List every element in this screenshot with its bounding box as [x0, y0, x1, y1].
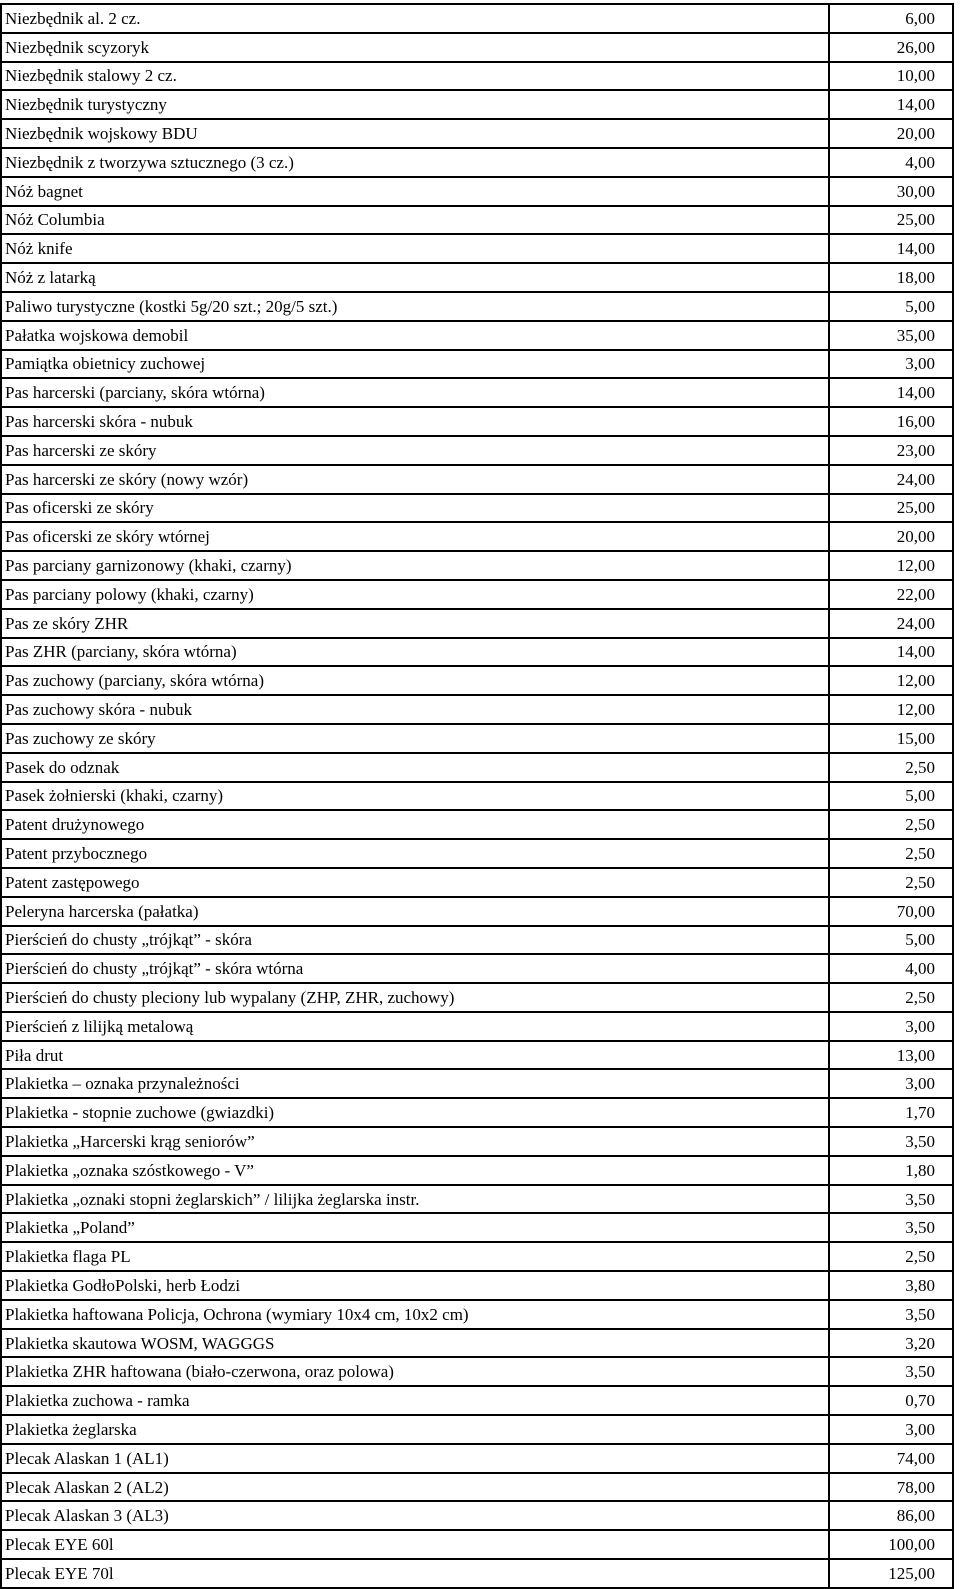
item-name: Pas parciany garnizonowy (khaki, czarny): [1, 551, 829, 580]
table-row: [1, 638, 953, 667]
item-name: Pas zuchowy ze skóry: [1, 724, 829, 753]
table-row: [1, 148, 953, 177]
item-price: 14,00: [829, 90, 953, 119]
table-row: [1, 1530, 953, 1559]
table-row: [1, 1271, 953, 1300]
table-row: [1, 1069, 953, 1098]
item-name: Pierścień do chusty „trójkąt” - skóra wtórna: [1, 954, 829, 983]
item-name: Plecak EYE 60l: [1, 1530, 829, 1559]
item-price: 6,00: [829, 4, 953, 33]
item-price: 30,00: [829, 177, 953, 206]
item-name: Plakietka „Harcerski krąg seniorów”: [1, 1127, 829, 1156]
item-price: 26,00: [829, 33, 953, 62]
price-list-body: [1, 4, 953, 1588]
item-price: 2,50: [829, 753, 953, 782]
table-row: [1, 119, 953, 148]
table-row: [1, 1098, 953, 1127]
item-name: Pierścień do chusty pleciony lub wypalany (ZHP, ZHR, zuchowy): [1, 983, 829, 1012]
item-price: 3,00: [829, 1415, 953, 1444]
table-row: [1, 378, 953, 407]
item-name: Piła drut: [1, 1041, 829, 1070]
item-price: 2,50: [829, 810, 953, 839]
table-row: [1, 1473, 953, 1502]
item-name: Plecak Alaskan 2 (AL2): [1, 1473, 829, 1502]
table-row: [1, 234, 953, 263]
table-row: [1, 1213, 953, 1242]
item-name: Patent zastępowego: [1, 868, 829, 897]
item-price: 14,00: [829, 638, 953, 667]
item-price: 1,70: [829, 1098, 953, 1127]
item-price: 5,00: [829, 782, 953, 811]
item-price: 20,00: [829, 522, 953, 551]
item-name: Niezbędnik al. 2 cz.: [1, 4, 829, 33]
item-price: 2,50: [829, 839, 953, 868]
table-row: [1, 1156, 953, 1185]
table-row: [1, 292, 953, 321]
item-price: 23,00: [829, 436, 953, 465]
table-row: [1, 580, 953, 609]
table-row: [1, 1300, 953, 1329]
item-price: 3,50: [829, 1300, 953, 1329]
table-row: [1, 1041, 953, 1070]
table-row: [1, 90, 953, 119]
item-price: 5,00: [829, 292, 953, 321]
table-row: [1, 1127, 953, 1156]
item-name: Plakietka „oznaki stopni żeglarskich” / lilijka żeglarska instr.: [1, 1185, 829, 1214]
table-row: [1, 1357, 953, 1386]
item-name: Plakietka „Poland”: [1, 1213, 829, 1242]
item-name: Pierścień z lilijką metalową: [1, 1012, 829, 1041]
table-row: [1, 609, 953, 638]
item-price: 14,00: [829, 234, 953, 263]
item-price: 3,50: [829, 1185, 953, 1214]
item-price: 0,70: [829, 1386, 953, 1415]
table-row: [1, 954, 953, 983]
item-name: Plakietka - stopnie zuchowe (gwiazdki): [1, 1098, 829, 1127]
item-name: Plakietka zuchowa - ramka: [1, 1386, 829, 1415]
item-name: Niezbędnik turystyczny: [1, 90, 829, 119]
item-price: 3,00: [829, 1069, 953, 1098]
table-row: [1, 782, 953, 811]
table-row: [1, 839, 953, 868]
item-name: Patent drużynowego: [1, 810, 829, 839]
table-row: [1, 1501, 953, 1530]
table-row: [1, 522, 953, 551]
item-price: 3,00: [829, 350, 953, 379]
item-price: 15,00: [829, 724, 953, 753]
item-name: Plakietka skautowa WOSM, WAGGGS: [1, 1329, 829, 1358]
table-row: [1, 983, 953, 1012]
item-price: 24,00: [829, 609, 953, 638]
item-name: Paliwo turystyczne (kostki 5g/20 szt.; 20g/5 szt.): [1, 292, 829, 321]
table-row: [1, 1242, 953, 1271]
item-name: Pas oficerski ze skóry: [1, 494, 829, 523]
item-name: Pasek żołnierski (khaki, czarny): [1, 782, 829, 811]
item-name: Plakietka „oznaka szóstkowego - V”: [1, 1156, 829, 1185]
item-price: 2,50: [829, 868, 953, 897]
table-row: [1, 1185, 953, 1214]
table-row: [1, 350, 953, 379]
table-row: [1, 724, 953, 753]
table-row: [1, 33, 953, 62]
item-price: 4,00: [829, 954, 953, 983]
table-row: [1, 206, 953, 235]
table-row: [1, 810, 953, 839]
item-name: Pas harcerski ze skóry: [1, 436, 829, 465]
table-row: [1, 1012, 953, 1041]
item-price: 3,00: [829, 1012, 953, 1041]
item-price: 125,00: [829, 1559, 953, 1588]
item-name: Niezbędnik stalowy 2 cz.: [1, 62, 829, 91]
item-name: Nóż z latarką: [1, 263, 829, 292]
item-name: Plakietka ZHR haftowana (biało-czerwona, oraz polowa): [1, 1357, 829, 1386]
item-price: 12,00: [829, 695, 953, 724]
item-name: Pas harcerski (parciany, skóra wtórna): [1, 378, 829, 407]
item-name: Patent przybocznego: [1, 839, 829, 868]
table-row: [1, 4, 953, 33]
item-price: 12,00: [829, 666, 953, 695]
table-row: [1, 695, 953, 724]
table-row: [1, 407, 953, 436]
item-price: 78,00: [829, 1473, 953, 1502]
table-row: [1, 897, 953, 926]
item-price: 20,00: [829, 119, 953, 148]
table-row: [1, 1559, 953, 1588]
item-name: Pas zuchowy skóra - nubuk: [1, 695, 829, 724]
item-price: 100,00: [829, 1530, 953, 1559]
item-name: Pas harcerski ze skóry (nowy wzór): [1, 465, 829, 494]
table-row: [1, 753, 953, 782]
item-price: 14,00: [829, 378, 953, 407]
item-price: 3,50: [829, 1213, 953, 1242]
table-row: [1, 321, 953, 350]
table-row: [1, 1444, 953, 1473]
item-price: 3,80: [829, 1271, 953, 1300]
table-row: [1, 926, 953, 955]
item-name: Pas harcerski skóra - nubuk: [1, 407, 829, 436]
item-price: 2,50: [829, 1242, 953, 1271]
item-price: 10,00: [829, 62, 953, 91]
item-name: Pas ze skóry ZHR: [1, 609, 829, 638]
item-price: 16,00: [829, 407, 953, 436]
table-row: [1, 436, 953, 465]
item-price: 3,50: [829, 1127, 953, 1156]
item-name: Pamiątka obietnicy zuchowej: [1, 350, 829, 379]
price-list-table: [0, 3, 954, 1589]
item-price: 3,20: [829, 1329, 953, 1358]
table-row: [1, 1329, 953, 1358]
item-price: 4,00: [829, 148, 953, 177]
table-row: [1, 666, 953, 695]
item-price: 3,50: [829, 1357, 953, 1386]
item-name: Niezbędnik z tworzywa sztucznego (3 cz.): [1, 148, 829, 177]
table-row: [1, 465, 953, 494]
item-name: Plakietka – oznaka przynależności: [1, 1069, 829, 1098]
item-name: Pas oficerski ze skóry wtórnej: [1, 522, 829, 551]
item-price: 5,00: [829, 926, 953, 955]
item-name: Niezbędnik wojskowy BDU: [1, 119, 829, 148]
item-name: Plakietka haftowana Policja, Ochrona (wymiary 10x4 cm, 10x2 cm): [1, 1300, 829, 1329]
item-name: Pas parciany polowy (khaki, czarny): [1, 580, 829, 609]
table-row: [1, 1415, 953, 1444]
item-price: 35,00: [829, 321, 953, 350]
item-name: Pas zuchowy (parciany, skóra wtórna): [1, 666, 829, 695]
item-price: 24,00: [829, 465, 953, 494]
item-name: Pasek do odznak: [1, 753, 829, 782]
table-row: [1, 868, 953, 897]
item-price: 1,80: [829, 1156, 953, 1185]
table-row: [1, 551, 953, 580]
table-row: [1, 1386, 953, 1415]
item-name: Nóż knife: [1, 234, 829, 263]
item-name: Nóż bagnet: [1, 177, 829, 206]
table-row: [1, 263, 953, 292]
item-name: Peleryna harcerska (pałatka): [1, 897, 829, 926]
item-name: Plecak EYE 70l: [1, 1559, 829, 1588]
item-price: 22,00: [829, 580, 953, 609]
item-name: Plakietka GodłoPolski, herb Łodzi: [1, 1271, 829, 1300]
item-name: Plakietka żeglarska: [1, 1415, 829, 1444]
table-row: [1, 177, 953, 206]
item-name: Pałatka wojskowa demobil: [1, 321, 829, 350]
item-name: Pas ZHR (parciany, skóra wtórna): [1, 638, 829, 667]
item-price: 18,00: [829, 263, 953, 292]
item-name: Pierścień do chusty „trójkąt” - skóra: [1, 926, 829, 955]
item-price: 13,00: [829, 1041, 953, 1070]
table-row: [1, 494, 953, 523]
item-price: 12,00: [829, 551, 953, 580]
item-price: 25,00: [829, 494, 953, 523]
item-name: Niezbędnik scyzoryk: [1, 33, 829, 62]
item-name: Plecak Alaskan 1 (AL1): [1, 1444, 829, 1473]
item-name: Nóż Columbia: [1, 206, 829, 235]
item-price: 86,00: [829, 1501, 953, 1530]
item-price: 25,00: [829, 206, 953, 235]
item-price: 2,50: [829, 983, 953, 1012]
item-price: 70,00: [829, 897, 953, 926]
item-name: Plakietka flaga PL: [1, 1242, 829, 1271]
item-price: 74,00: [829, 1444, 953, 1473]
table-row: [1, 62, 953, 91]
item-name: Plecak Alaskan 3 (AL3): [1, 1501, 829, 1530]
